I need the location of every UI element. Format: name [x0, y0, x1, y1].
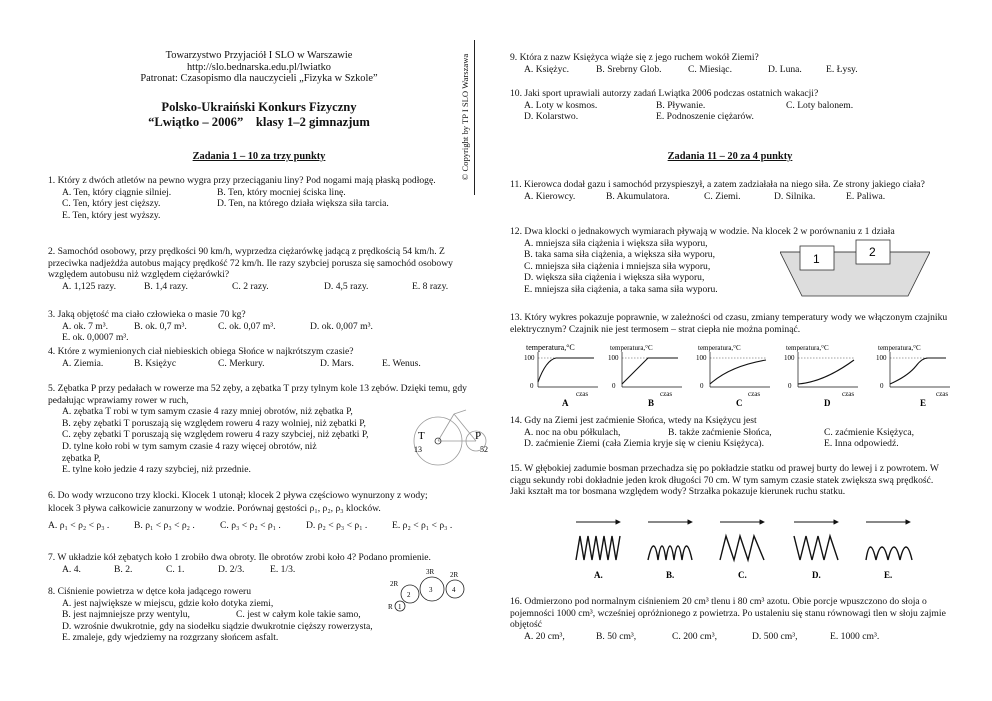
- q12-option-d[interactable]: D. większa siła ciążenia i większa siła wyporu,: [524, 272, 705, 284]
- q16-option-e[interactable]: E. 1000 cm³.: [830, 630, 880, 642]
- q6-options: [48, 520, 470, 532]
- q9-option-a[interactable]: A. Księżyc.: [524, 63, 570, 75]
- graph-a-y0: 0: [530, 382, 534, 390]
- bicycle-gears-figure: [406, 408, 496, 474]
- q6-option-d[interactable]: D. ρ₂ < ρ₃ < ρ₁ .: [306, 519, 368, 531]
- question-6: [48, 490, 470, 531]
- q13-text: 13. Który wykres pokazuje poprawnie, w zależności od czasu, zmiany temperatury wody we włączonym czajniku elektrycznym? Czajnik nie jest termosem – strat ciepła nie można pominąć.: [510, 312, 948, 335]
- graph-b-letter[interactable]: B: [648, 398, 655, 408]
- title-2: “Lwiątko – 2006” klasy 1–2 gimnazjum: [148, 115, 370, 129]
- copyright-divider: [474, 40, 475, 195]
- q5-option-e[interactable]: E. tylne koło jedzie 4 razy szybciej, niż przednie.: [62, 464, 251, 476]
- q5-option-d[interactable]: D. tylne koło robi w tym samym czasie 4 razy więcej obrotów, niż: [62, 440, 317, 452]
- radius-2r-label-a: 2R: [390, 580, 399, 588]
- gear-2-label: 2: [407, 591, 411, 599]
- q4-option-b[interactable]: B. Księżyc: [134, 357, 177, 369]
- question-4: [48, 346, 470, 369]
- q6-option-e[interactable]: E. ρ₂ < ρ₁ < ρ₃ .: [392, 519, 453, 531]
- q9-option-d[interactable]: D. Luna.: [768, 63, 802, 75]
- graph-d-curve: [798, 360, 854, 384]
- q11-option-e[interactable]: E. Paliwa.: [846, 190, 886, 202]
- question-14: [510, 415, 950, 450]
- graph-d-letter[interactable]: D: [824, 398, 831, 408]
- q6-option-c[interactable]: C. ρ₃ < ρ₂ < ρ₁ .: [220, 519, 281, 531]
- graph-a: [524, 343, 598, 408]
- gear-3-label: 3: [429, 586, 433, 594]
- q2-option-e[interactable]: E. 8 razy.: [412, 280, 449, 292]
- q14-options: [510, 427, 950, 439]
- q6-option-b[interactable]: B. ρ₁ < ρ₃ < ρ₂ .: [134, 519, 195, 531]
- shape-c-letter: C.: [738, 570, 747, 580]
- q8-option-a[interactable]: A. jest największe w miejscu, gdzie koło dotyka ziemi,: [62, 597, 274, 609]
- graph-a-ylabel: temperatura,°C: [526, 343, 575, 352]
- graph-e: [876, 344, 950, 408]
- gear-1-label: 1: [398, 603, 402, 611]
- q7-option-b[interactable]: B. 2.: [114, 563, 133, 575]
- graph-b-curve: [622, 358, 678, 384]
- graph-d-y0: 0: [788, 382, 792, 390]
- q2-option-b[interactable]: B. 1,4 razy.: [144, 280, 188, 292]
- q16-options: [510, 631, 950, 643]
- question-13: [510, 312, 950, 335]
- header-org: Towarzystwo Przyjaciół I SLO w Warszawie: [165, 50, 353, 61]
- question-11: [510, 179, 950, 202]
- block-2-label: 2: [869, 245, 876, 259]
- radius-3r-label: 3R: [426, 568, 435, 576]
- q12-option-c[interactable]: C. mniejsza siła ciążenia i mniejsza siła wyporu,: [524, 260, 711, 272]
- title-block: [48, 100, 470, 130]
- q2-options: [48, 281, 470, 293]
- title-1: Polsko-Ukraiński Konkurs Fizyczny: [161, 100, 357, 114]
- graph-d: [784, 344, 858, 408]
- q7-text: 7. W układzie kół zębatych koło 1 zrobiło dwa obroty. Ile obrotów zrobi koło 4? Podano promienie.: [48, 552, 431, 563]
- q7-option-d[interactable]: D. 2/3.: [218, 563, 245, 575]
- graph-e-curve: [890, 358, 946, 384]
- q9-text: 9. Która z nazw Księżyca wiąże się z jego ruchem wokół Ziemi?: [510, 52, 759, 63]
- graph-e-ylabel: temperatura,°C: [878, 344, 921, 352]
- q14-text: 14. Gdy na Ziemi jest zaćmienie Słońca, wtedy na Księżycu jest: [510, 415, 757, 426]
- q2-option-d[interactable]: D. 4,5 razy.: [324, 280, 369, 292]
- shape-d[interactable]: [794, 522, 838, 580]
- q3-option-b[interactable]: B. ok. 0,7 m³.: [134, 320, 187, 332]
- seat-line: [454, 410, 466, 414]
- q7-option-a[interactable]: A. 4.: [62, 563, 81, 575]
- q2-option-c[interactable]: C. 2 razy.: [232, 280, 269, 292]
- q8-option-b[interactable]: B. jest najmniejsze przy wentylu,: [62, 609, 190, 621]
- q16-text: 16. Odmierzono pod normalnym ciśnieniem 20 cm³ tlenu i 80 cm³ azotu. Obie porcje wpuszczono do słoja o pojemności 1000 cm³, wcześniej opróżnionego z powietrza. Po ustaleniu się stanu równowagi tlen w słoju zajmie objętość: [510, 596, 946, 631]
- q3-option-d[interactable]: D. ok. 0,007 m³.: [310, 320, 373, 332]
- question-10: [510, 88, 950, 123]
- question-1: [48, 175, 470, 221]
- graph-b: [608, 344, 682, 408]
- q3-option-a[interactable]: A. ok. 7 m³.: [62, 320, 109, 332]
- graph-a-letter[interactable]: A: [562, 398, 569, 408]
- q4-option-e[interactable]: E. Wenus.: [382, 357, 421, 369]
- graph-c-curve: [710, 360, 766, 384]
- graph-d-y100: 100: [784, 354, 795, 362]
- q1-option-b[interactable]: B. Ten, który mocniej ściska linę.: [217, 186, 346, 198]
- graph-b-y100: 100: [608, 354, 619, 362]
- q9-option-b[interactable]: B. Srebrny Glob.: [596, 63, 662, 75]
- graph-e-y0: 0: [880, 382, 884, 390]
- graph-d-ylabel: temperatura,°C: [786, 344, 829, 352]
- q5-option-d-cont: zębatka P,: [62, 452, 101, 464]
- radius-2r-label-b: 2R: [450, 571, 459, 579]
- q10-option-b[interactable]: B. Pływanie.: [656, 99, 706, 111]
- q8-option-d[interactable]: D. wzrośnie dwukrotnie, gdy na siodełku siądzie dwukrotnie cięższy rowerzysta,: [62, 620, 373, 632]
- q8-options: [48, 598, 388, 644]
- q14-option-e[interactable]: E. Inna odpowiedź.: [824, 438, 899, 450]
- q1-text: 1. Który z dwóch atletów na pewno wygra przy przeciąganiu liny? Pod nogami mają płaską podłogę.: [48, 175, 436, 186]
- section-right-heading: Zadania 11 – 20 za 4 punkty: [667, 151, 793, 162]
- graph-b-xlabel: czas: [660, 390, 673, 398]
- q3-options: [48, 321, 470, 344]
- q1-option-a[interactable]: A. Ten, który ciągnie silniej.: [62, 186, 172, 198]
- graph-e-y100: 100: [876, 354, 887, 362]
- q8-option-c[interactable]: C. jest w całym kole takie samo,: [236, 609, 361, 621]
- q8-text: 8. Ciśnienie powietrza w dętce koła jadącego roweru: [48, 586, 251, 597]
- q11-option-d[interactable]: D. Silnika.: [774, 190, 816, 202]
- q14-option-d[interactable]: D. zaćmienie Ziemi (cała Ziemia kryje się w cieniu Księżyca).: [524, 438, 764, 450]
- copyright-vertical: © Copyright by TP I SLO Warszawa: [460, 53, 470, 181]
- q11-option-b[interactable]: B. Akumulatora.: [606, 190, 670, 202]
- q12-text: 12. Dwa klocki o jednakowych wymiarach pływają w wodzie. Na klocek 2 w porównaniu z 1 działa: [510, 226, 895, 237]
- gear-52-label: 52: [480, 445, 488, 454]
- path-shapes-figure: [572, 516, 952, 582]
- q9-option-c[interactable]: C. Miesiąc.: [688, 63, 732, 75]
- q9-options: [510, 64, 950, 76]
- q2-text: 2. Samochód osobowy, przy prędkości 90 km/h, wyprzedza ciężarówkę jadącą z prędkością 54 km/h. Z przeciwka nadjeżdża autobus mający prędkość 72 km/h. Ile razy szybciej porusza się samochód osobowy względem autobusu niż względem ciężarówki?: [48, 246, 453, 281]
- q1-options: [48, 187, 470, 222]
- q10-option-e[interactable]: E. Podnoszenie ciężarów.: [656, 111, 754, 123]
- shape-a-letter: A.: [594, 570, 603, 580]
- q10-option-d[interactable]: D. Kolarstwo.: [524, 111, 579, 123]
- graph-b-y0: 0: [612, 382, 616, 390]
- gear-13-label: 13: [414, 445, 422, 454]
- q14-option-a[interactable]: A. noc na obu półkulach,: [524, 426, 621, 438]
- floating-blocks-figure: [780, 238, 930, 298]
- temperature-graphs: [524, 342, 964, 408]
- q9-option-e[interactable]: E. Łysy.: [826, 63, 858, 75]
- shape-b-letter: B.: [666, 570, 675, 580]
- graph-c-ylabel: temperatura,°C: [698, 344, 741, 352]
- graph-c-letter[interactable]: C: [736, 398, 743, 408]
- q5-option-a[interactable]: A. zębatka T robi w tym samym czasie 4 razy mniej obrotów, niż zębatka P,: [62, 406, 353, 418]
- q15-text: 15. W głębokiej zadumie bosman przechadza się po pokładzie statku od prawej burty do lewej i z powrotem. W ciągu sekundy robi dokładnie jeden krok długości 70 cm. W tym samym czasie statek zwiększa swą prędkość. Jaki kształt ma tor bosmana względem wody? Strzałka pokazuje kierunek ruchu statku.: [510, 463, 939, 498]
- q16-option-a[interactable]: A. 20 cm³,: [524, 630, 565, 642]
- q6-text-1: 6. Do wody wrzucono trzy klocki. Klocek 1 utonął; klocek 2 pływa częściowo wynurzony z wody;: [48, 490, 428, 501]
- shape-e[interactable]: [866, 522, 912, 580]
- graph-c-y0: 0: [700, 382, 704, 390]
- shape-d-letter: D.: [812, 570, 821, 580]
- q6-option-a[interactable]: A. ρ₁ < ρ₂ < ρ₃ .: [48, 519, 110, 531]
- question-15: [510, 463, 950, 498]
- q14-option-b[interactable]: B. także zaćmienie Słońca,: [668, 426, 772, 438]
- q3-option-c[interactable]: C. ok. 0,07 m³.: [218, 320, 276, 332]
- question-16: [510, 596, 950, 642]
- graph-d-xlabel: czas: [842, 390, 855, 398]
- graph-a-xlabel: czas: [576, 390, 589, 398]
- q8-option-e[interactable]: E. zmaleje, gdy wjedziemy na rozgrzany słońcem asfalt.: [62, 632, 279, 644]
- q1-option-c[interactable]: C. Ten, który jest cięższy.: [62, 198, 161, 210]
- q5-option-c[interactable]: C. zęby zębatki T poruszają się względem roweru 4 razy szybciej, niż zębatki P,: [62, 429, 369, 441]
- q11-option-a[interactable]: A. Kierowcy.: [524, 190, 576, 202]
- q2-option-a[interactable]: A. 1,125 razy.: [62, 280, 116, 292]
- q4-option-a[interactable]: A. Ziemia.: [62, 357, 104, 369]
- gear-t-label: T: [418, 430, 425, 442]
- q3-text: 3. Jaką objętość ma ciało człowieka o masie 70 kg?: [48, 309, 246, 320]
- question-2: [48, 246, 470, 292]
- q1-option-d[interactable]: D. Ten, na którego działa większa siła tarcia.: [217, 198, 389, 210]
- q12-option-a[interactable]: A. mniejsza siła ciążenia i większa siła wyporu,: [524, 237, 708, 249]
- q10-option-c[interactable]: C. Loty balonem.: [786, 99, 854, 111]
- q12-option-e[interactable]: E. mniejsza siła ciążenia, a taka sama siła wyporu.: [524, 283, 718, 295]
- q6-text-2: klocek 3 pływa całkowicie zanurzony w wodzie. Porównaj gęstości ρ₁, ρ₂, ρ₃ klocków.: [48, 502, 381, 514]
- radius-r-label: R: [388, 603, 393, 611]
- shape-c[interactable]: [720, 522, 764, 580]
- question-8: [48, 586, 388, 644]
- q8-row-bc: [62, 609, 388, 621]
- q4-option-d[interactable]: D. Mars.: [320, 357, 354, 369]
- q3-option-e[interactable]: E. ok. 0,0007 m³.: [62, 332, 129, 344]
- shape-e-letter: E.: [884, 570, 893, 580]
- header-url: http://slo.bednarska.edu.pl/lwiatko: [186, 61, 331, 73]
- q10-text: 10. Jaki sport uprawiali autorzy zadań Lwiątka 2006 podczas ostatnich wakacji?: [510, 88, 819, 99]
- shape-b[interactable]: [648, 522, 692, 580]
- frame-line-2: [454, 414, 476, 441]
- q5-option-b[interactable]: B. zęby zębatki T poruszają się względem roweru 4 razy wolniej, niż zębatki P,: [62, 417, 366, 429]
- q11-text: 11. Kierowca dodał gazu i samochód przyspieszył, a zatem zadziałała na niego siła. Ze strony jakiego ciała?: [510, 179, 925, 190]
- q7-option-e[interactable]: E. 1/3.: [270, 563, 296, 575]
- gear-p-label: P: [475, 430, 482, 442]
- shape-a[interactable]: [576, 522, 620, 580]
- question-9: [510, 52, 950, 75]
- q4-options: [48, 358, 470, 370]
- section-left-heading: Zadania 1 – 10 za trzy punkty: [192, 151, 326, 162]
- graph-b-ylabel: temperatura,°C: [610, 344, 653, 352]
- q5-text: 5. Zębatka P przy pedałach w rowerze ma 52 zęby, a zębatka T przy tylnym kole 13 zębów. Dzięki temu, gdy pedałując wprawiamy rower w ruch,: [48, 383, 467, 406]
- q10-option-a[interactable]: A. Loty w kosmos.: [524, 99, 598, 111]
- graph-c: [696, 344, 770, 408]
- header-block: [48, 50, 470, 85]
- graph-e-xlabel: czas: [936, 390, 949, 398]
- q12-option-b[interactable]: B. taka sama siła ciążenia, a większa siła wyporu,: [524, 249, 716, 261]
- q14-option-c[interactable]: C. zaćmienie Księżyca,: [824, 426, 915, 438]
- graph-a-y100: 100: [524, 354, 535, 362]
- q14-options-2: [510, 438, 950, 450]
- graph-c-y100: 100: [696, 354, 707, 362]
- q16-option-b[interactable]: B. 50 cm³,: [596, 630, 637, 642]
- q7-option-c[interactable]: C. 1.: [166, 563, 185, 575]
- graph-c-xlabel: czas: [748, 390, 761, 398]
- q4-option-c[interactable]: C. Merkury.: [218, 357, 265, 369]
- graph-a-curve: [538, 358, 594, 382]
- gear-4-label: 4: [452, 586, 456, 594]
- q16-option-d[interactable]: D. 500 cm³,: [752, 630, 798, 642]
- q1-option-e[interactable]: E. Ten, który jest wyższy.: [62, 209, 161, 221]
- header-patron: Patronat: Czasopismo dla nauczycieli „Fizyka w Szkole”: [140, 73, 378, 85]
- graph-e-letter[interactable]: E: [920, 398, 927, 408]
- q4-text: 4. Które z wymienionych ciał niebieskich obiega Słońce w najkrótszym czasie?: [48, 346, 354, 357]
- q11-options: [510, 191, 950, 203]
- q10-options: [510, 100, 950, 123]
- question-3: [48, 309, 470, 344]
- q11-option-c[interactable]: C. Ziemi.: [704, 190, 741, 202]
- block-1-label: 1: [813, 252, 820, 266]
- q16-option-c[interactable]: C. 200 cm³,: [672, 630, 717, 642]
- gears-figure: [388, 565, 472, 615]
